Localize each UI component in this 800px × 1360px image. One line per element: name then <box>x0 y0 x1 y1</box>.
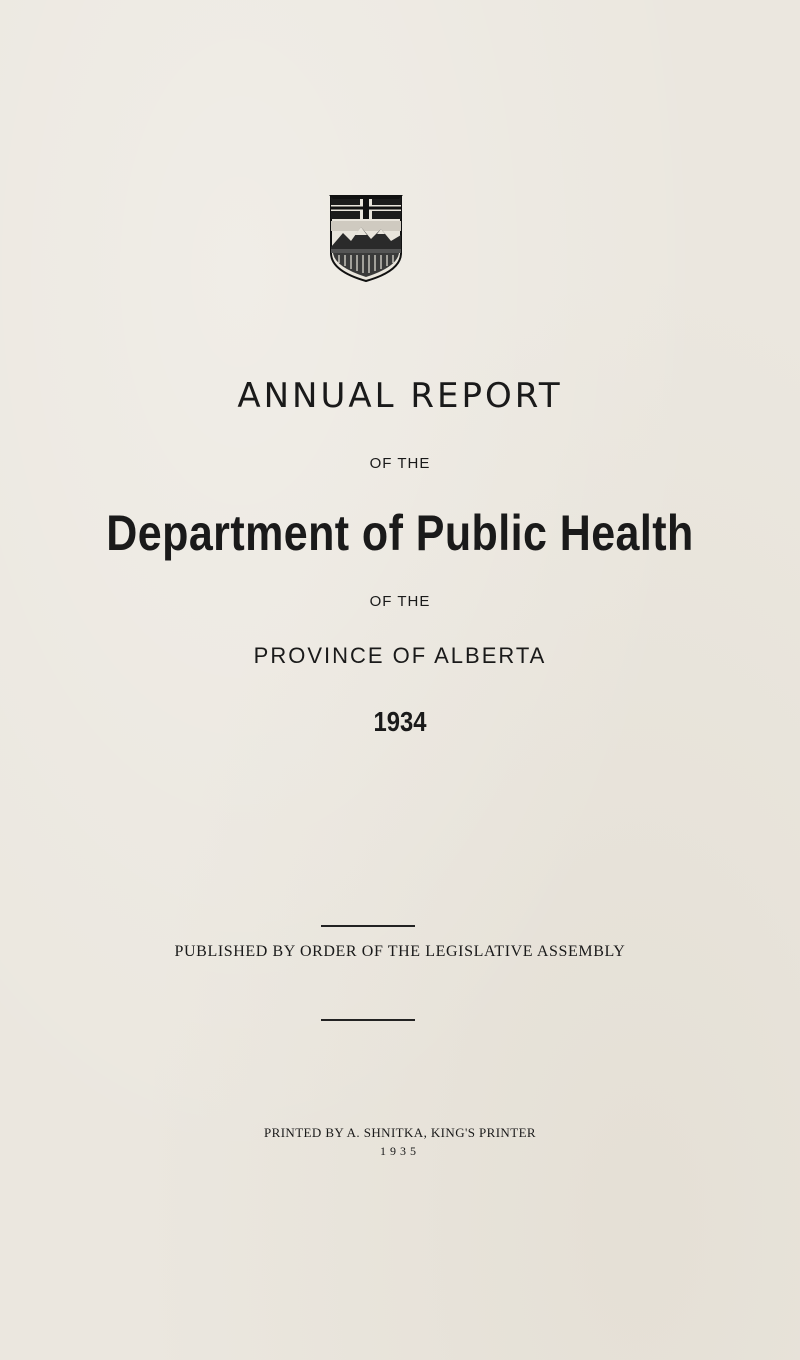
divider-rule <box>321 1019 415 1021</box>
alberta-coat-of-arms-icon <box>327 191 405 283</box>
of-the-text: OF THE <box>369 593 431 610</box>
printer-credit: PRINTED BY A. SHNITKA, KING'S PRINTER <box>264 1125 536 1140</box>
divider-rule <box>321 925 415 927</box>
publication-notice: PUBLISHED BY ORDER OF THE LEGISLATIVE ASSEMBLY <box>174 943 626 960</box>
of-the-text: OF THE <box>369 455 431 472</box>
province-name: PROVINCE OF ALBERTA <box>253 643 547 668</box>
report-year: 1934 <box>373 706 427 737</box>
department-title: Department of Public Health <box>106 505 694 561</box>
report-heading: ANNUAL REPORT <box>237 376 563 416</box>
printed-year: 1935 <box>380 1144 420 1158</box>
